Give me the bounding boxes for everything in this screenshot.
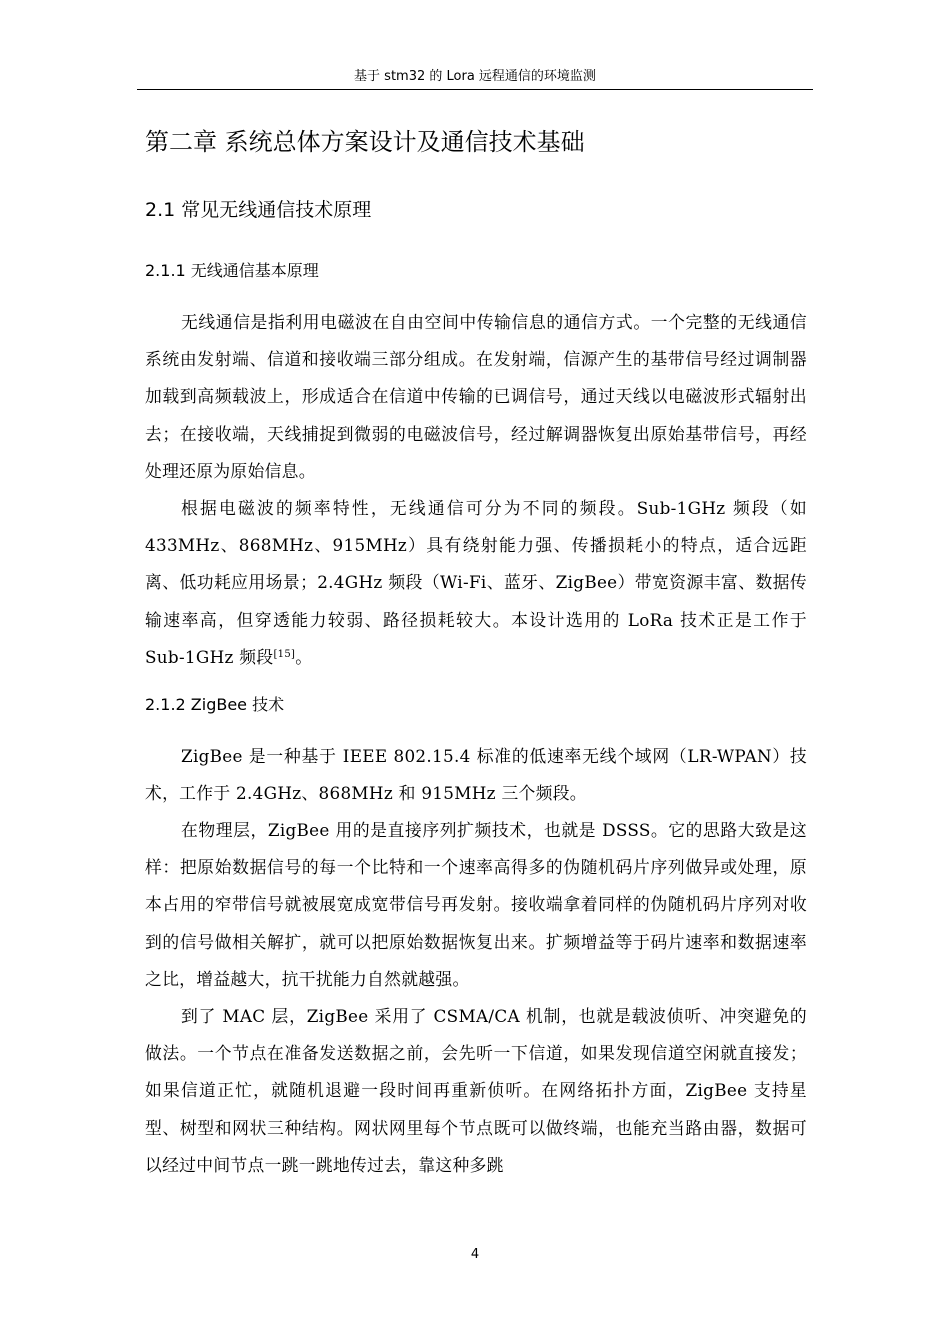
running-header: 基于 stm32 的 Lora 远程通信的环境监测 <box>354 69 596 84</box>
citation: [15] <box>273 648 296 660</box>
page-number: 4 <box>470 1247 480 1262</box>
paragraph: ZigBee 是一种基于 IEEE 802.15.4 标准的低速率无线个域网（LR-WPAN）技术，工作于 2.4GHz、868MHz 和 915MHz 三个频段。 <box>145 746 807 804</box>
subsection-title-2-1-2: 2.1.2 ZigBee 技术 <box>145 695 285 714</box>
paragraph: 在物理层，ZigBee 用的是直接序列扩频技术，也就是 DSSS。它的思路大致是这样：把原始数据信号的每一个比特和一个速率高得多的伪随机码片序列做异或处理，原本占用的窄带信号就被展宽成宽带信号再发射。接收端拿着同样的伪随机码片序列对收到的信号做相关解扩，就可以把原始数据恢复出来。扩频增益等于码片速率和数据速率之比，增益越大，抗干扰能力自然就越强。 <box>145 820 807 989</box>
paragraph-tail: 。 <box>295 646 313 667</box>
paragraph-text: 根据电磁波的频率特性，无线通信可分为不同的频段。Sub-1GHz 频段（如433MHz、868MHz、915MHz）具有绕射能力强、传播损耗小的特点，适合远距离、低功耗应用场景；2.4GHz 频段（Wi-Fi、蓝牙、ZigBee）带宽资源丰富、数据传输速率高，但穿透能力较弱、路径损耗较大。本设计选用的 LoRa 技术正是工作于 Sub-1GHz 频段 <box>145 498 807 667</box>
paragraph: 无线通信是指利用电磁波在自由空间中传输信息的通信方式。一个完整的无线通信系统由发射端、信道和接收端三部分组成。在发射端，信源产生的基带信号经过调制器加载到高频载波上，形成适合在信道中传输的已调信号，通过天线以电磁波形式辐射出去；在接收端，天线捕捉到微弱的电磁波信号，经过解调器恢复出原始基带信号，再经处理还原为原始信息。 <box>145 312 807 481</box>
header-divider <box>137 89 813 90</box>
section-title: 2.1 常见无线通信技术原理 <box>145 199 372 221</box>
paragraph: 到了 MAC 层，ZigBee 采用了 CSMA/CA 机制，也就是载波侦听、冲突避免的做法。一个节点在准备发送数据之前，会先听一下信道，如果发现信道空闲就直接发；如果信道正忙，就随机退避一段时间再重新侦听。在网络拓扑方面，ZigBee 支持星型、树型和网状三种结构。网状网里每个节点既可以做终端，也能充当路由器，数据可以经过中间节点一跳一跳地传过去，靠这种多跳 <box>145 1006 807 1175</box>
chapter-title: 第二章 系统总体方案设计及通信技术基础 <box>145 128 585 156</box>
subsection-title-2-1-1: 2.1.1 无线通信基本原理 <box>145 261 319 280</box>
paragraph <box>145 490 807 676</box>
